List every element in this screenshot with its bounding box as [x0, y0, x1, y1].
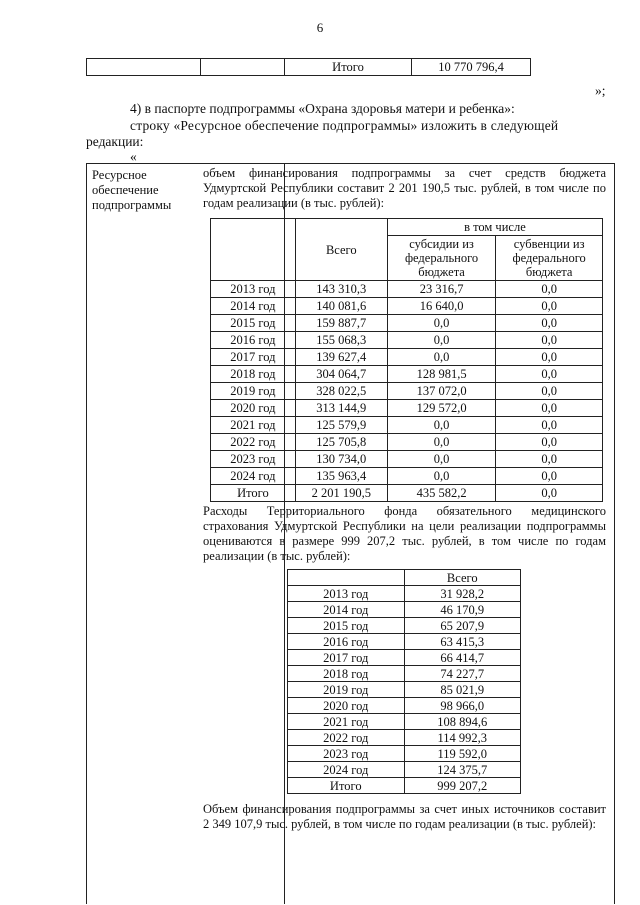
table-row: [288, 730, 521, 746]
total-cell: 66 414,7: [404, 650, 521, 666]
group-header: в том числе: [387, 219, 602, 236]
year-cell: 2015 год: [288, 618, 405, 634]
total-cell: 85 021,9: [404, 682, 521, 698]
year-cell: 2016 год: [211, 332, 296, 349]
total-header: Всего: [295, 219, 387, 281]
year-cell: 2020 год: [211, 400, 296, 417]
budget-table: [210, 218, 603, 502]
item-heading: 4) в паспорте подпрограммы «Охрана здоровья матери и ребенка»:: [130, 101, 515, 116]
year-cell: 2019 год: [288, 682, 405, 698]
subsidy-cell: 129 572,0: [387, 400, 496, 417]
top-total-value: 10 770 796,4: [412, 59, 531, 76]
table-row: [211, 451, 603, 468]
total-header: Всего: [404, 570, 521, 586]
item-text-2: редакции:: [86, 134, 144, 149]
total-cell: 328 022,5: [295, 383, 387, 400]
year-cell: 2013 год: [288, 586, 405, 602]
year-cell: 2022 год: [288, 730, 405, 746]
table-row: [211, 349, 603, 366]
left-label-line: Ресурсное: [92, 168, 147, 182]
subvention-header: субвенции из федерального бюджета: [496, 236, 603, 281]
top-total-row: [86, 58, 531, 76]
year-cell: 2018 год: [211, 366, 296, 383]
table-row: [288, 618, 521, 634]
total-cell: 2 201 190,5: [295, 485, 387, 502]
table-row: [288, 602, 521, 618]
total-cell: 46 170,9: [404, 602, 521, 618]
total-cell: 65 207,9: [404, 618, 521, 634]
subvention-cell: 0,0: [496, 366, 603, 383]
subvention-cell: 0,0: [496, 349, 603, 366]
year-cell: 2017 год: [288, 650, 405, 666]
table-row: [211, 434, 603, 451]
total-cell: 108 894,6: [404, 714, 521, 730]
table-row: [288, 746, 521, 762]
year-header: [288, 570, 405, 586]
total-cell: 125 705,8: [295, 434, 387, 451]
year-cell: 2021 год: [288, 714, 405, 730]
subvention-cell: 0,0: [496, 281, 603, 298]
total-cell: 119 592,0: [404, 746, 521, 762]
table-row: [288, 714, 521, 730]
year-cell: Итого: [288, 778, 405, 794]
year-cell: 2016 год: [288, 634, 405, 650]
table-row: [288, 666, 521, 682]
year-cell: Итого: [211, 485, 296, 502]
year-header: [211, 219, 296, 281]
total-cell: 31 928,2: [404, 586, 521, 602]
total-cell: 125 579,9: [295, 417, 387, 434]
subsidy-cell: 128 981,5: [387, 366, 496, 383]
year-cell: 2023 год: [211, 451, 296, 468]
year-cell: 2014 год: [211, 298, 296, 315]
subsidy-header: субсидии из федерального бюджета: [387, 236, 496, 281]
subsidy-cell: 137 072,0: [387, 383, 496, 400]
table-row: [288, 762, 521, 778]
total-cell: 63 415,3: [404, 634, 521, 650]
tfoms-table: [287, 569, 521, 794]
year-cell: 2013 год: [211, 281, 296, 298]
table-row: [288, 682, 521, 698]
table-row: [211, 468, 603, 485]
table-row: [211, 366, 603, 383]
subvention-cell: 0,0: [496, 332, 603, 349]
year-cell: 2024 год: [288, 762, 405, 778]
subvention-cell: 0,0: [496, 434, 603, 451]
table-row: [288, 778, 521, 794]
year-cell: 2023 год: [288, 746, 405, 762]
total-cell: 304 064,7: [295, 366, 387, 383]
subsidy-cell: 0,0: [387, 417, 496, 434]
subvention-cell: 0,0: [496, 451, 603, 468]
table-row: [211, 485, 603, 502]
page-number: 6: [316, 20, 324, 35]
table-row: [211, 383, 603, 400]
year-cell: 2017 год: [211, 349, 296, 366]
total-cell: 999 207,2: [404, 778, 521, 794]
table-row: [211, 332, 603, 349]
paragraph-other-sources: Объем финансирования подпрограммы за счет иных источников составит 2 349 107,9 тыс. рублей, в том числе по годам реализации (в тыс. рублей):: [203, 802, 606, 831]
year-cell: 2021 год: [211, 417, 296, 434]
total-cell: 143 310,3: [295, 281, 387, 298]
subvention-cell: 0,0: [496, 485, 603, 502]
total-cell: 74 227,7: [404, 666, 521, 682]
subsidy-cell: 16 640,0: [387, 298, 496, 315]
left-label-line: обеспечение: [92, 183, 159, 197]
year-cell: 2024 год: [211, 468, 296, 485]
subvention-cell: 0,0: [496, 383, 603, 400]
total-cell: 98 966,0: [404, 698, 521, 714]
paragraph-tfoms: Расходы Территориального фонда обязательного медицинского страхования Удмуртской Республики на цели реализации подпрограммы оцениваются в размере 999 207,2 тыс. рублей, в том числе по годам реализации (в тыс. рублей):: [203, 504, 606, 563]
year-cell: 2020 год: [288, 698, 405, 714]
subvention-cell: 0,0: [496, 468, 603, 485]
year-cell: 2022 год: [211, 434, 296, 451]
total-cell: 130 734,0: [295, 451, 387, 468]
empty-cell: [201, 59, 285, 76]
year-cell: 2018 год: [288, 666, 405, 682]
table-row: [288, 586, 521, 602]
top-total-label: Итого: [285, 59, 412, 76]
table-row: [211, 400, 603, 417]
subsidy-cell: 23 316,7: [387, 281, 496, 298]
left-label: [92, 168, 192, 213]
subsidy-cell: 435 582,2: [387, 485, 496, 502]
table-row: [288, 698, 521, 714]
total-cell: 139 627,4: [295, 349, 387, 366]
total-cell: 135 963,4: [295, 468, 387, 485]
item-text-1: строку «Ресурсное обеспечение подпрограммы» изложить в следующей: [130, 118, 559, 133]
subsidy-cell: 0,0: [387, 315, 496, 332]
total-cell: 124 375,7: [404, 762, 521, 778]
closing-quote: »;: [595, 83, 606, 98]
subsidy-cell: 0,0: [387, 349, 496, 366]
total-cell: 159 887,7: [295, 315, 387, 332]
total-cell: 155 068,3: [295, 332, 387, 349]
opening-quote: «: [130, 149, 137, 164]
table-row: [288, 650, 521, 666]
year-cell: 2015 год: [211, 315, 296, 332]
year-cell: 2019 год: [211, 383, 296, 400]
subsidy-cell: 0,0: [387, 332, 496, 349]
paragraph-budget: объем финансирования подпрограммы за счет средств бюджета Удмуртской Республики составит 2 201 190,5 тыс. рублей, в том числе по годам реализации (в тыс. рублей):: [203, 166, 606, 210]
empty-cell: [87, 59, 201, 76]
subvention-cell: 0,0: [496, 298, 603, 315]
table-row: [211, 281, 603, 298]
table-row: [211, 298, 603, 315]
left-label-line: подпрограммы: [92, 198, 172, 212]
subsidy-cell: 0,0: [387, 451, 496, 468]
table-row: [288, 634, 521, 650]
subvention-cell: 0,0: [496, 400, 603, 417]
table-row: [211, 417, 603, 434]
total-cell: 114 992,3: [404, 730, 521, 746]
subvention-cell: 0,0: [496, 417, 603, 434]
subsidy-cell: 0,0: [387, 468, 496, 485]
subsidy-cell: 0,0: [387, 434, 496, 451]
table-row: [211, 315, 603, 332]
total-cell: 313 144,9: [295, 400, 387, 417]
total-cell: 140 081,6: [295, 298, 387, 315]
year-cell: 2014 год: [288, 602, 405, 618]
subvention-cell: 0,0: [496, 315, 603, 332]
